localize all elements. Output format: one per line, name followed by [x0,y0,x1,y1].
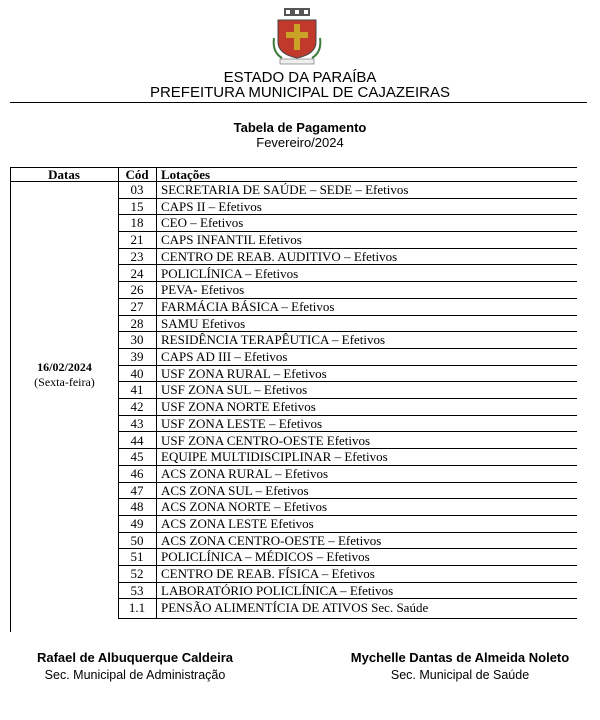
column-header-lotacoes: Lotações [161,167,211,182]
row-lotacao: USF ZONA SUL – Efetivos [161,382,308,398]
row-lotacao: USF ZONA NORTE Efetivos [161,399,316,415]
payment-date: 16/02/2024 [37,360,92,374]
row-lotacao: USF ZONA CENTRO-OESTE Efetivos [161,432,371,448]
column-header-cod: Cód [125,167,149,182]
row-code: 49 [130,516,144,531]
row-code: 45 [130,449,144,465]
row-lotacao: ACS ZONA CENTRO-OESTE – Efetivos [161,532,382,548]
row-lotacao: POLICLÍNICA – Efetivos [161,265,299,281]
row-code: 48 [130,499,144,515]
row-lotacao: PENSÃO ALIMENTÍCIA DE ATIVOS Sec. Saúde [161,599,429,615]
row-lotacao: CAPS AD III – Efetivos [161,349,288,364]
table-row [118,416,577,433]
row-code: 30 [130,332,144,348]
row-lotacao: CAPS INFANTIL Efetivos [161,232,302,248]
row-code: 03 [130,182,144,197]
row-code: 21 [130,232,144,248]
table-row [118,466,577,483]
row-lotacao: ACS ZONA LESTE Efetivos [161,516,314,531]
row-code: 53 [130,582,144,598]
table-row [118,566,577,583]
table-row [118,516,577,533]
row-lotacao: CENTRO DE REAB. AUDITIVO – Efetivos [161,248,398,264]
table-row [118,332,577,349]
table-row [118,399,577,416]
signature-administration [10,650,260,682]
table-row [118,199,577,216]
row-code: 42 [130,399,144,415]
signatory-role: Sec. Municipal de Administração [44,668,226,682]
table-row [118,232,577,249]
signatory-name: Mychelle Dantas de Almeida Noleto [350,650,570,665]
row-lotacao: CAPS II – Efetivos [161,198,262,214]
row-code: 50 [130,532,144,548]
table-row [118,349,577,366]
row-code: 18 [130,215,144,231]
table-row [118,549,577,566]
row-lotacao: USF ZONA RURAL – Efetivos [161,365,327,381]
row-code: 46 [130,465,144,481]
table-row [118,600,577,617]
row-code: 40 [130,365,144,381]
row-lotacao: POLICLÍNICA – MÉDICOS – Efetivos [161,549,370,565]
payment-table [10,167,577,632]
table-row [118,366,577,383]
signature-health [330,650,590,682]
row-lotacao: ACS ZONA SUL – Efetivos [161,482,309,498]
table-row [118,533,577,550]
row-code: 15 [130,198,144,214]
row-code: 26 [130,282,144,298]
row-lotacao: LABORATÓRIO POLICLÍNICA – Efetivos [161,582,394,598]
table-row [118,449,577,466]
row-lotacao: RESIDÊNCIA TERAPÊUTICA – Efetivos [161,332,386,348]
row-lotacao: ACS ZONA NORTE – Efetivos [161,499,328,515]
row-code: 39 [130,349,144,364]
signatory-role: Sec. Municipal de Saúde [390,668,530,682]
table-row [118,299,577,316]
row-code: 28 [130,315,144,331]
row-lotacao: EQUIPE MULTIDISCIPLINAR – Efetivos [161,449,388,465]
signatory-name: Rafael de Albuquerque Caldeira [36,650,233,665]
row-code: 52 [130,566,144,582]
header-divider [10,102,587,103]
table-row [118,215,577,232]
row-code: 47 [130,482,144,498]
row-code: 27 [130,298,144,314]
row-lotacao: USF ZONA LESTE – Efetivos [161,415,323,431]
row-lotacao: CENTRO DE REAB. FÍSICA – Efetivos [161,566,375,582]
row-code: 44 [130,432,144,448]
table-row [118,583,577,600]
row-lotacao: CEO – Efetivos [161,215,244,231]
state-name: ESTADO DA PARAÍBA [223,69,377,86]
row-code: 43 [130,415,144,431]
table-row [118,266,577,283]
row-lotacao: ACS ZONA RURAL – Efetivos [161,465,329,481]
row-lotacao: FARMÁCIA BÁSICA – Efetivos [161,298,335,314]
table-row [118,249,577,266]
document-title: Tabela de Pagamento [233,120,367,135]
table-row [118,282,577,299]
document-period: Fevereiro/2024 [256,135,344,150]
row-code: 1.1 [128,599,146,615]
payment-weekday: (Sexta-feira) [34,375,95,389]
motto-ribbon [280,59,314,64]
table-row [118,433,577,450]
table-row [118,483,577,500]
column-header-datas: Datas [48,167,80,182]
row-code: 41 [130,382,144,398]
table-row [118,382,577,399]
table-row [118,316,577,333]
row-lotacao: SAMU Efetivos [161,315,246,331]
row-code: 23 [130,248,144,264]
row-code: 24 [130,265,144,281]
municipal-coat-of-arms [272,8,322,66]
row-lotacao: PEVA- Efetivos [161,282,245,298]
row-lotacao: SECRETARIA DE SAÚDE – SEDE – Efetivos [161,182,409,197]
table-row [118,182,577,199]
prefecture-name: PREFEITURA MUNICIPAL DE CAJAZEIRAS [149,84,451,101]
table-row [118,499,577,516]
row-code: 51 [130,549,144,565]
